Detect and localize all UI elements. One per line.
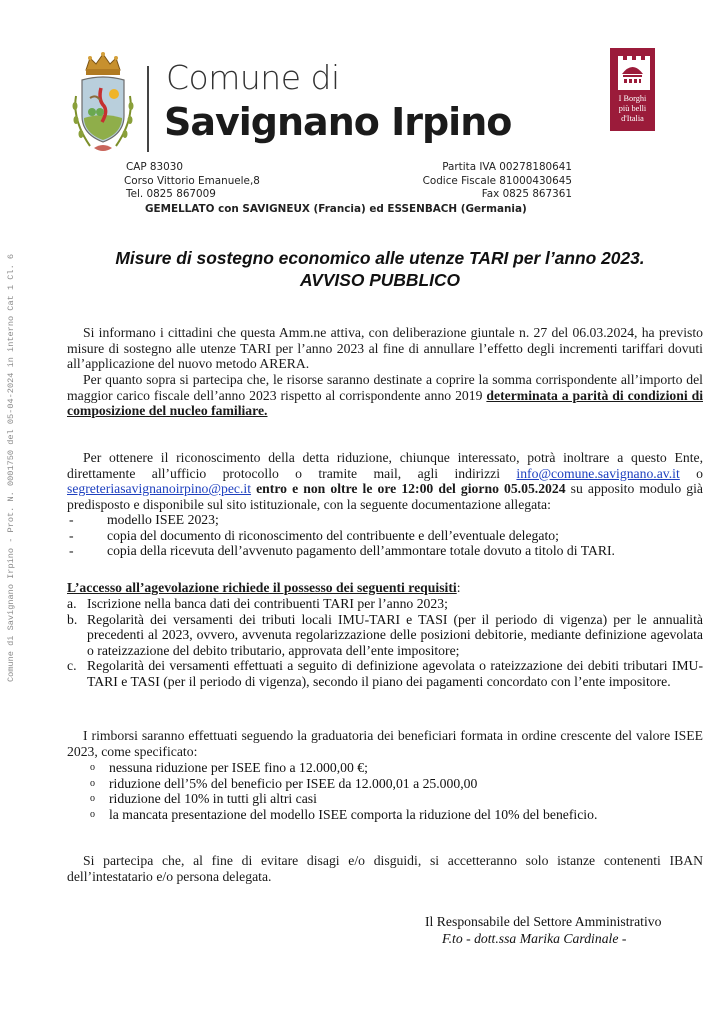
contact-address-block [124, 161, 260, 202]
signature-block [425, 913, 661, 947]
paragraph-resources: Per quanto sopra si partecipa che, le risorse saranno destinate a coprire la somma corrispondente all’importo del maggior carico fiscale dell’anno 2023 rispetto al corrispondente anno 2019 determinata a parità di condizioni di composizione del nucleo familiare. [67, 372, 703, 418]
paragraph-iban: Si partecipa che, al fine di evitare disagi e/o disguidi, si accetteranno solo istanze contenenti IBAN dell’intestatario e/o persona delegata. [67, 853, 703, 884]
title-line-2: AVVISO PUBBLICO [299, 270, 461, 290]
contact-piva: Partita IVA 00278180641 [442, 161, 572, 173]
contact-cap: CAP 83030 [126, 161, 183, 173]
list-item: o la mancata presentazione del modello ISEE comporta la riduzione del 10% del beneficio. [90, 806, 598, 822]
deadline-text: entro e non oltre le ore 12:00 del giorno 05.05.2024 [251, 481, 566, 496]
list-item: - modello ISEE 2023; [69, 512, 219, 527]
requirements-list [67, 596, 703, 689]
list-item: o nessuna riduzione per ISEE fino a 12.000,00 €; [90, 760, 368, 775]
email-link-pec[interactable]: segreteriasavignanoirpino@pec.it [67, 481, 252, 496]
email-link-info[interactable]: info@comune.savignano.av.it [516, 465, 680, 481]
document-title [60, 247, 700, 291]
title-line-1: Misure di sostegno economico alle utenze TARI per l’anno 2023. [115, 248, 645, 268]
list-item: - copia del documento di riconoscimento del contribuente e dell’eventuale delegato; [69, 527, 559, 543]
paragraph-how-to-apply: Per ottenere il riconoscimento della detta riduzione, chiunque interessato, potrà inoltrare a questo Ente, direttamente all’ufficio protocollo o tramite mail, agli indirizzi info@comune.savignano.av.it o segreteriasavignanoirpino@pec.it entro e non oltre le ore 12:00 del giorno 05.05.2024 su apposito modulo già predisposto e disponibile sul sito istituzionale, con la seguente documentazione allegata: [67, 450, 703, 512]
paragraph-resources-emphasis: determinata a parità di condizioni di composizione del nucleo familiare. [67, 387, 703, 418]
contact-cf: Codice Fiscale 81000430645 [422, 174, 572, 187]
list-item: - copia della ricevuta dell’avvenuto pagamento dell’ammontare totale dovuto a titolo di TARI. [69, 543, 615, 558]
paragraph-intro: Si informano i cittadini che questa Amm.ne attiva, con deliberazione giuntale n. 27 del 06.03.2024, ha previsto misure di sostegno alle utenze TARI per l’anno 2023 al fine di annullare l’effetto degli incrementi tariffari dovuti all’applicazione del nuovo metodo ARERA. [67, 325, 703, 371]
contact-fax: Fax 0825 867361 [481, 188, 572, 201]
signature-role: Il Responsabile del Settore Amministrativo [425, 914, 662, 929]
municipal-crest [68, 50, 138, 158]
list-item: a. Iscrizione nella banca dati dei contribuenti TARI per l’anno 2023; [67, 596, 448, 611]
header-town-name: Savignano Irpino [164, 100, 512, 144]
borghi-piu-belli-logo [610, 48, 655, 131]
twinning-note: GEMELLATO con SAVIGNEUX (Francia) ed ESSENBACH (Germania) [145, 203, 527, 215]
contact-tel: Tel. 0825 867009 [126, 188, 216, 201]
header-divider [147, 66, 149, 152]
required-documents-list [67, 512, 703, 559]
paragraph-refunds: I rimborsi saranno effettuati seguendo la graduatoria dei beneficiari formata in ordine crescente del valore ISEE 2023, come specificato: [67, 728, 703, 759]
contact-address: Corso Vittorio Emanuele,8 [124, 174, 260, 187]
list-item: b. Regolarità dei versamenti dei tributi locali IMU-TARI e TASI (per il periodo di vigenza) per le annualità precedenti al 2023, ovvero, avvenuta regolarizzazione delle posizioni debitorie, mediante definizione agevolata o rateizzazione del debito tributario, approvata dell’ente impositore; [67, 611, 703, 658]
list-item: c. Regolarità dei versamenti effettuati a seguito di definizione agevolata o rateizzazione dei debiti tributari IMU-TARI e TASI (per il periodo di vigenza), secondo il piano dei pagamenti concordato con l’ente impositore. [67, 658, 703, 689]
requirements-heading: L’accesso all’agevolazione richiede il possesso dei seguenti requisiti: [67, 580, 461, 595]
list-item: o riduzione del 10% in tutti gli altri casi [90, 791, 317, 806]
borghi-logo-text: I Borghi più belli d'Italia [618, 94, 647, 123]
contact-fiscal-block [423, 161, 572, 202]
header-comune-di: Comune di [166, 58, 340, 97]
list-item: o riduzione dell’5% del beneficio per ISEE da 12.000,01 a 25.000,00 [90, 775, 478, 791]
protocol-stamp: Comune di Savignano Irpino - Prot. N. 0001750 del 05-04-2024 in interno Cat 1 Cl. 6 [6, 253, 16, 682]
signature-name: F.to - dott.ssa Marika Cardinale - [442, 931, 627, 946]
isee-brackets-list [90, 760, 700, 822]
